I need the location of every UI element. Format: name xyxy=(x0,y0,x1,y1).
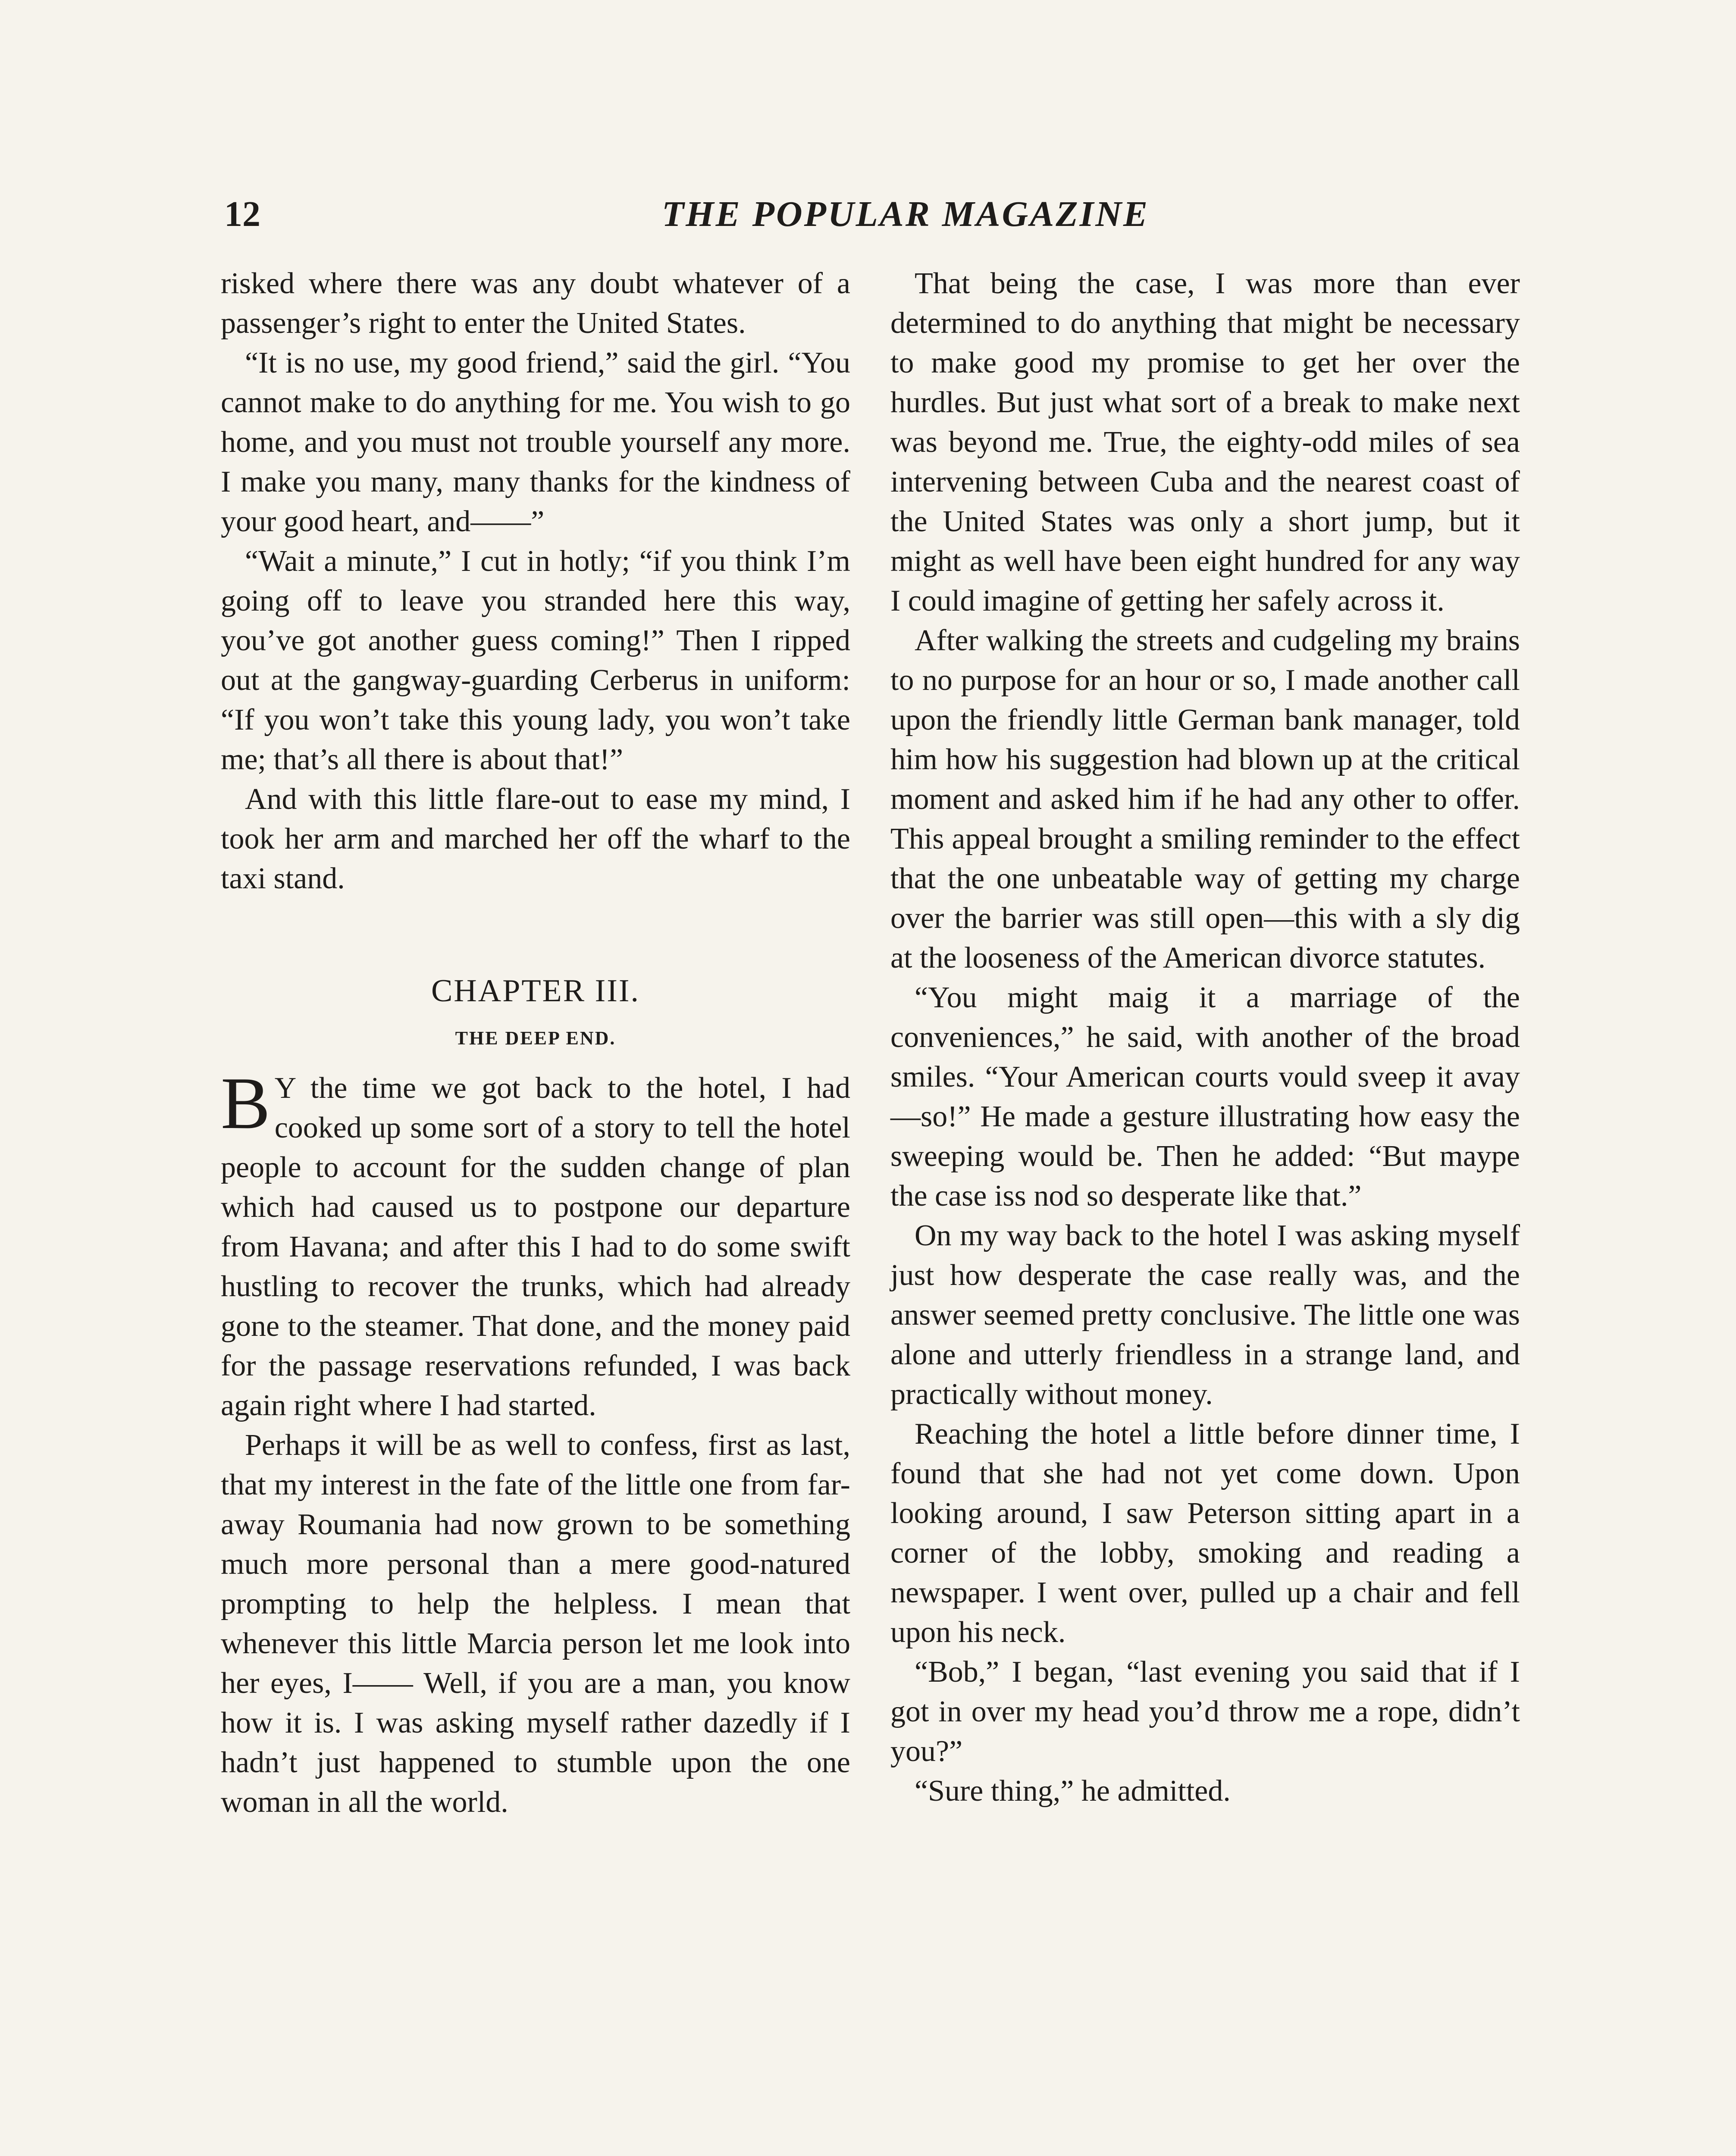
paragraph-text: Y the time we got back to the hotel, I had cooked up some sort of a story to tell the hotel people to account for the sudden change of plan which had caused us to postpone our departure from Havana; and after this I had to do some swift hustling to recover the trunks, which had already gone to the steamer. That done, and the money paid for the passage reservations refunded, I was back again right where I had started. xyxy=(221,1072,850,1422)
paragraph: Perhaps it will be as well to confess, first as last, that my interest in the fate of the little one from far-away Roumania had now grown to be something much more personal than a mere good-natured prompting to help the helpless. I mean that whenever this little Marcia person let me look into her eyes, I—— Well, if you are a man, you know how it is. I was asking myself rather dazedly if I hadn’t just happened to stumble upon the one woman in all the world. xyxy=(221,1429,850,1819)
paragraph: After walking the streets and cudgeling my brains to no purpose for an hour or so, I made another call upon the friendly little German bank manager, told him how his suggestion had blown up at the critical moment and asked him if he had any other to offer. This appeal brought a smiling reminder to the effect that the one unbeatable way of getting my charge over the barrier was still open—this with a sly dig at the looseness of the American divorce statutes. xyxy=(890,624,1520,975)
chapter-heading: CHAPTER III. xyxy=(431,973,640,1009)
paragraph: And with this little flare-out to ease my mind, I took her arm and marched her off the wharf to the taxi stand. xyxy=(221,783,850,895)
chapter-subtitle: THE DEEP END. xyxy=(455,1028,616,1049)
drop-cap: B xyxy=(221,1062,270,1144)
chapter-opening-paragraph xyxy=(221,1062,850,1426)
left-column xyxy=(221,264,850,1822)
paragraph: “Sure thing,” he admitted. xyxy=(915,1774,1231,1808)
paragraph: Reaching the hotel a little before dinner time, I found that she had not yet come down. Upon looking around, I saw Peterson sitting apart in a corner of the lobby, smoking and reading a newspaper. I went over, pulled up a chair and fell upon his neck. xyxy=(890,1417,1520,1649)
paragraph: “Wait a minute,” I cut in hotly; “if you think I’m going off to leave you stranded here this way, you’ve got another guess coming!” Then I ripped out at the gangway-guarding Cerberus in uniform: “If you won’t take this young lady, you won’t take me; that’s all there is about that!” xyxy=(221,545,850,776)
paragraph: That being the case, I was more than ever determined to do anything that might be necessary to make good my promise to get her over the hurdles. But just what sort of a break to make next was beyond me. True, the eighty-odd miles of sea intervening between Cuba and the nearest coast of the United States was only a short jump, but it might as well have been eight hundred for any way I could imagine of getting her safely across it. xyxy=(890,267,1520,617)
page-number: 12 xyxy=(224,194,260,234)
paragraph: On my way back to the hotel I was asking myself just how desperate the case really was, and the answer seemed pretty conclusive. The little one was alone and utterly friendless in a strange land, and practically without money. xyxy=(890,1219,1520,1411)
running-title: THE POPULAR MAGAZINE xyxy=(661,194,1150,234)
paragraph: “Bob,” I began, “last evening you said that if I got in over my head you’d throw me a rope, didn’t you?” xyxy=(890,1655,1520,1768)
paragraph: “It is no use, my good friend,” said the girl. “You cannot make to do anything for me. You wish to go home, and you must not trouble yourself any more. I make you many, many thanks for the kindness of your good heart, and——” xyxy=(221,346,850,538)
paragraph: risked where there was any doubt whatever of a passenger’s right to enter the United States. xyxy=(221,267,850,340)
paragraph: “You might maig it a marriage of the conveniences,” he said, with another of the broad smiles. “Your American courts vould sveep it avay—so!” He made a gesture illustrating how easy the sweeping would be. Then he added: “But maype the case iss nod so desperate like that.” xyxy=(890,981,1520,1213)
right-column xyxy=(890,264,1520,1811)
